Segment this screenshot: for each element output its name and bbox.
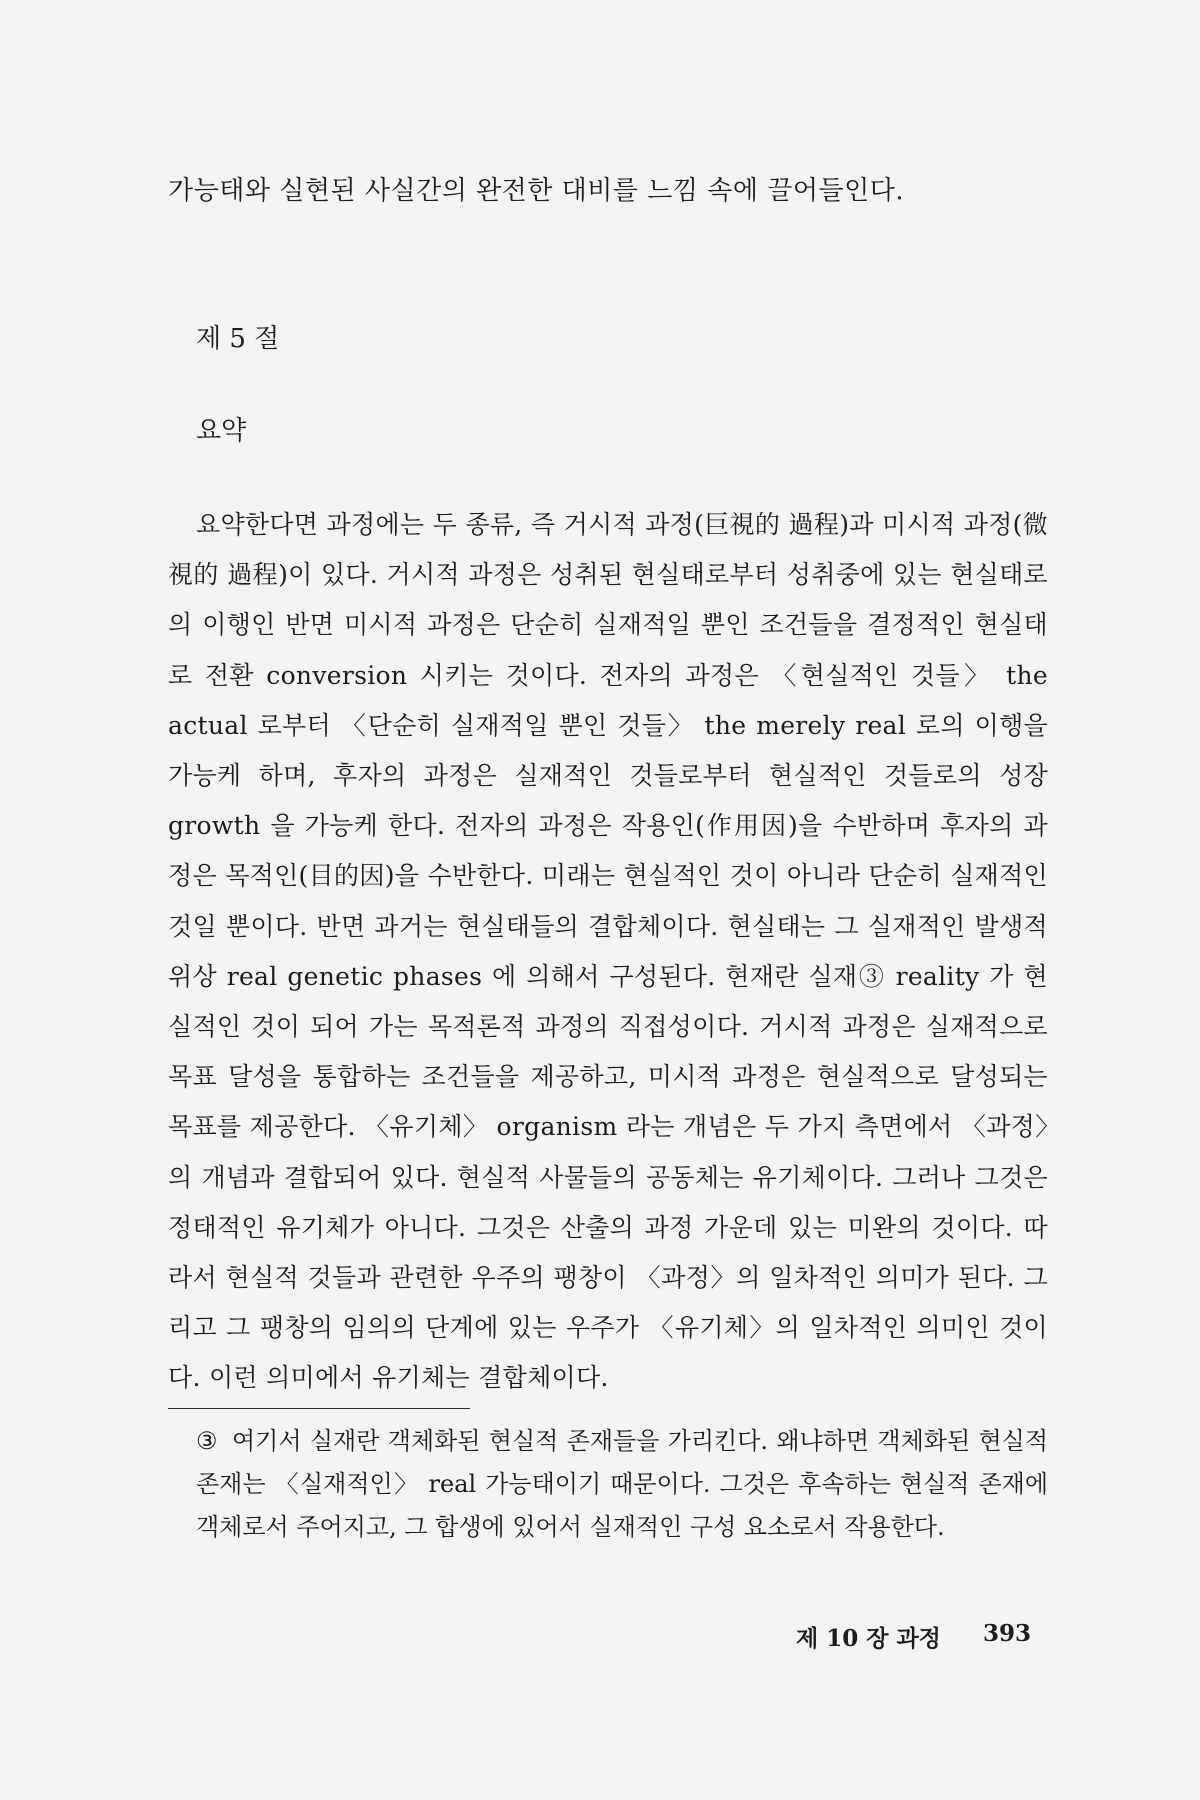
page-number: 393 [982,1620,1031,1647]
carry-over-line: 가능태와 실현된 사실간의 완전한 대비를 느낌 속에 끌어들인다. [168,176,905,206]
page-footer [796,1620,1031,1660]
running-head: 제 10 장 과정 [796,1625,941,1652]
footnote-text: 여기서 실재란 객체화된 현실적 존재들을 가리킨다. 왜냐하면 객체화된 현실적 존재는 〈실재적인〉 real 가능태이기 때문이다. 그것은 후속하는 현실적 존재에 객체로서 주어지고, 그 합생에 있어서 실재적인 구성 요소로서 작용한다. [196,1427,1048,1541]
body-paragraph: 요약한다면 과정에는 두 종류, 즉 거시적 과정(巨視的 過程)과 미시적 과정(微視的 過程)이 있다. 거시적 과정은 성취된 현실태로부터 성취중에 있는 현실태로의 이행인 반면 미시적 과정은 단순히 실재적일 뿐인 조건들을 결정적인 현실태로 전환 conversion 시키는 것이다. 전자의 과정은 〈현실적인 것들〉 the actual 로부터 〈단순히 실재적일 뿐인 것들〉 the merely real 로의 이행을 가능케 하며, 후자의 과정은 실재적인 것들로부터 현실적인 것들로의 성장 growth 을 가능케 한다. 전자의 과정은 작용인(作用因)을 수반하며 후자의 과정은 목적인(目的因)을 수반한다. 미래는 현실적인 것이 아니라 단순히 실재적인 것일 뿐이다. 반면 과거는 현실태들의 결합체이다. 현실태는 그 실재적인 발생적 위상 real genetic phases 에 의해서 구성된다. 현재란 실재③ reality 가 현실적인 것이 되어 가는 목적론적 과정의 직접성이다. 거시적 과정은 실재적으로 목표 달성을 통합하는 조건들을 제공하고, 미시적 과정은 현실적으로 달성되는 목표를 제공한다. 〈유기체〉 organism 라는 개념은 두 가지 측면에서 〈과정〉의 개념과 결합되어 있다. 현실적 사물들의 공동체는 유기체이다. 그러나 그것은 정태적인 유기체가 아니다. 그것은 산출의 과정 가운데 있는 미완의 것이다. 따라서 현실적 것들과 관련한 우주의 팽창이 〈과정〉의 일차적인 의미가 된다. 그리고 그 팽창의 임의의 단계에 있는 우주가 〈유기체〉의 일차적인 의미인 것이다. 이런 의미에서 유기체는 결합체이다. [168,510,1048,1393]
footnote-marker: ③ [196,1427,218,1455]
section-label: 제 5 절 [196,324,280,354]
section-title: 요약 [196,416,247,446]
footnote-divider [168,1408,470,1409]
footnote [196,1420,1048,1549]
